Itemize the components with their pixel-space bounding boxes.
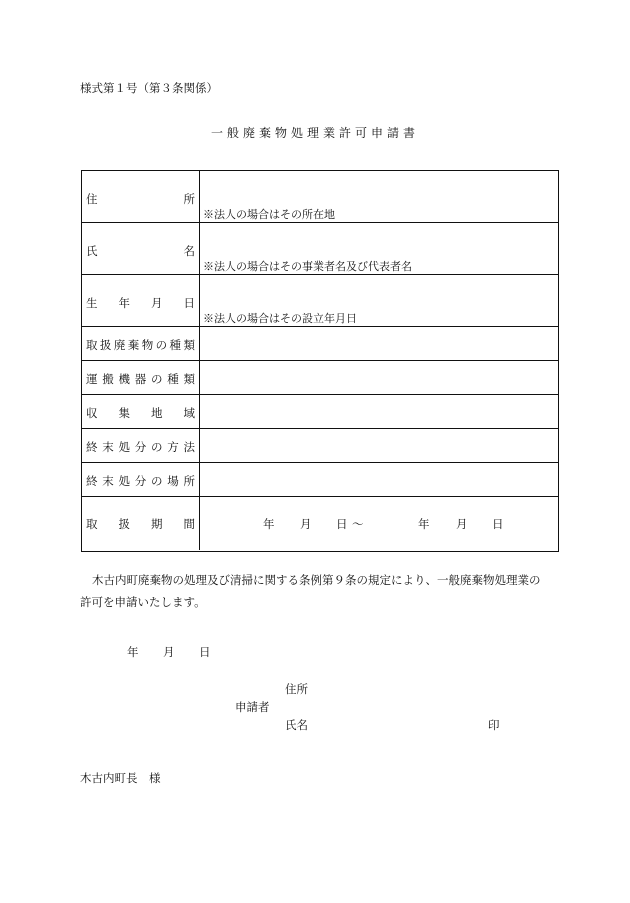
- disposal-method-row: [82, 429, 558, 463]
- applicant-address-label: 住所: [285, 682, 308, 696]
- waste-type-label: 取 扱 廃 棄 物 の 種 類: [86, 338, 195, 352]
- disposal-place-row: [82, 463, 558, 497]
- period-from-year: 年: [263, 517, 275, 531]
- period-row: [82, 497, 558, 550]
- statement-line-1: 木古内町廃棄物の処理及び清掃に関する条例第９条の規定により、一般廃棄物処理業の: [92, 573, 541, 587]
- period-label-cell: [82, 497, 200, 550]
- date-month: 月: [163, 645, 175, 659]
- area-row: [82, 395, 558, 429]
- form-title: 一般廃棄物処理業許可申請書: [210, 126, 419, 140]
- date-day: 日: [199, 645, 211, 659]
- statement-line-2: 許可を申請いたします。: [80, 595, 206, 609]
- name-note: ※法人の場合はその事業者名及び代表者名: [203, 260, 412, 273]
- disposal-method-label: 終 末 処 分 の 方 法: [86, 440, 195, 454]
- birth-label-cell: [82, 275, 200, 326]
- period-from-day: 日: [336, 517, 348, 531]
- equipment-label: 運 搬 機 器 の 種 類: [86, 372, 195, 386]
- disposal-method-label-cell: [82, 429, 200, 462]
- birth-note: ※法人の場合はその設立年月日: [203, 312, 357, 325]
- birth-label: 生 年 月 日: [86, 296, 195, 310]
- date-year: 年: [127, 645, 139, 659]
- equipment-label-cell: [82, 361, 200, 394]
- period-values: [200, 497, 558, 550]
- equipment-row: [82, 361, 558, 395]
- applicant-name-label: 氏名: [285, 718, 308, 732]
- form-reference: 様式第１号（第３条関係）: [80, 81, 218, 95]
- period-to-month: 月: [456, 517, 468, 531]
- period-to-year: 年: [418, 517, 430, 531]
- address-label-cell: [82, 171, 200, 222]
- waste-type-label-cell: [82, 327, 200, 360]
- seal-mark: 印: [488, 718, 500, 732]
- applicant-label: 申請者: [235, 700, 270, 714]
- address-label: 住 所: [86, 192, 195, 206]
- period-to-day: 日: [492, 517, 504, 531]
- disposal-place-label-cell: [82, 463, 200, 496]
- period-label: 取 扱 期 間: [86, 517, 195, 531]
- application-table: [81, 170, 559, 552]
- period-tilde: ～: [352, 517, 364, 531]
- period-from-month: 月: [300, 517, 312, 531]
- name-row: [82, 223, 558, 275]
- area-label: 収 集 地 域: [86, 406, 195, 420]
- name-label: 氏 名: [86, 244, 195, 258]
- address-row: [82, 171, 558, 223]
- name-label-cell: [82, 223, 200, 274]
- area-label-cell: [82, 395, 200, 428]
- address-note: ※法人の場合はその所在地: [203, 208, 335, 221]
- birth-row: [82, 275, 558, 327]
- disposal-place-label: 終 末 処 分 の 場 所: [86, 474, 195, 488]
- recipient: 木古内町長 様: [80, 771, 161, 785]
- waste-type-row: [82, 327, 558, 361]
